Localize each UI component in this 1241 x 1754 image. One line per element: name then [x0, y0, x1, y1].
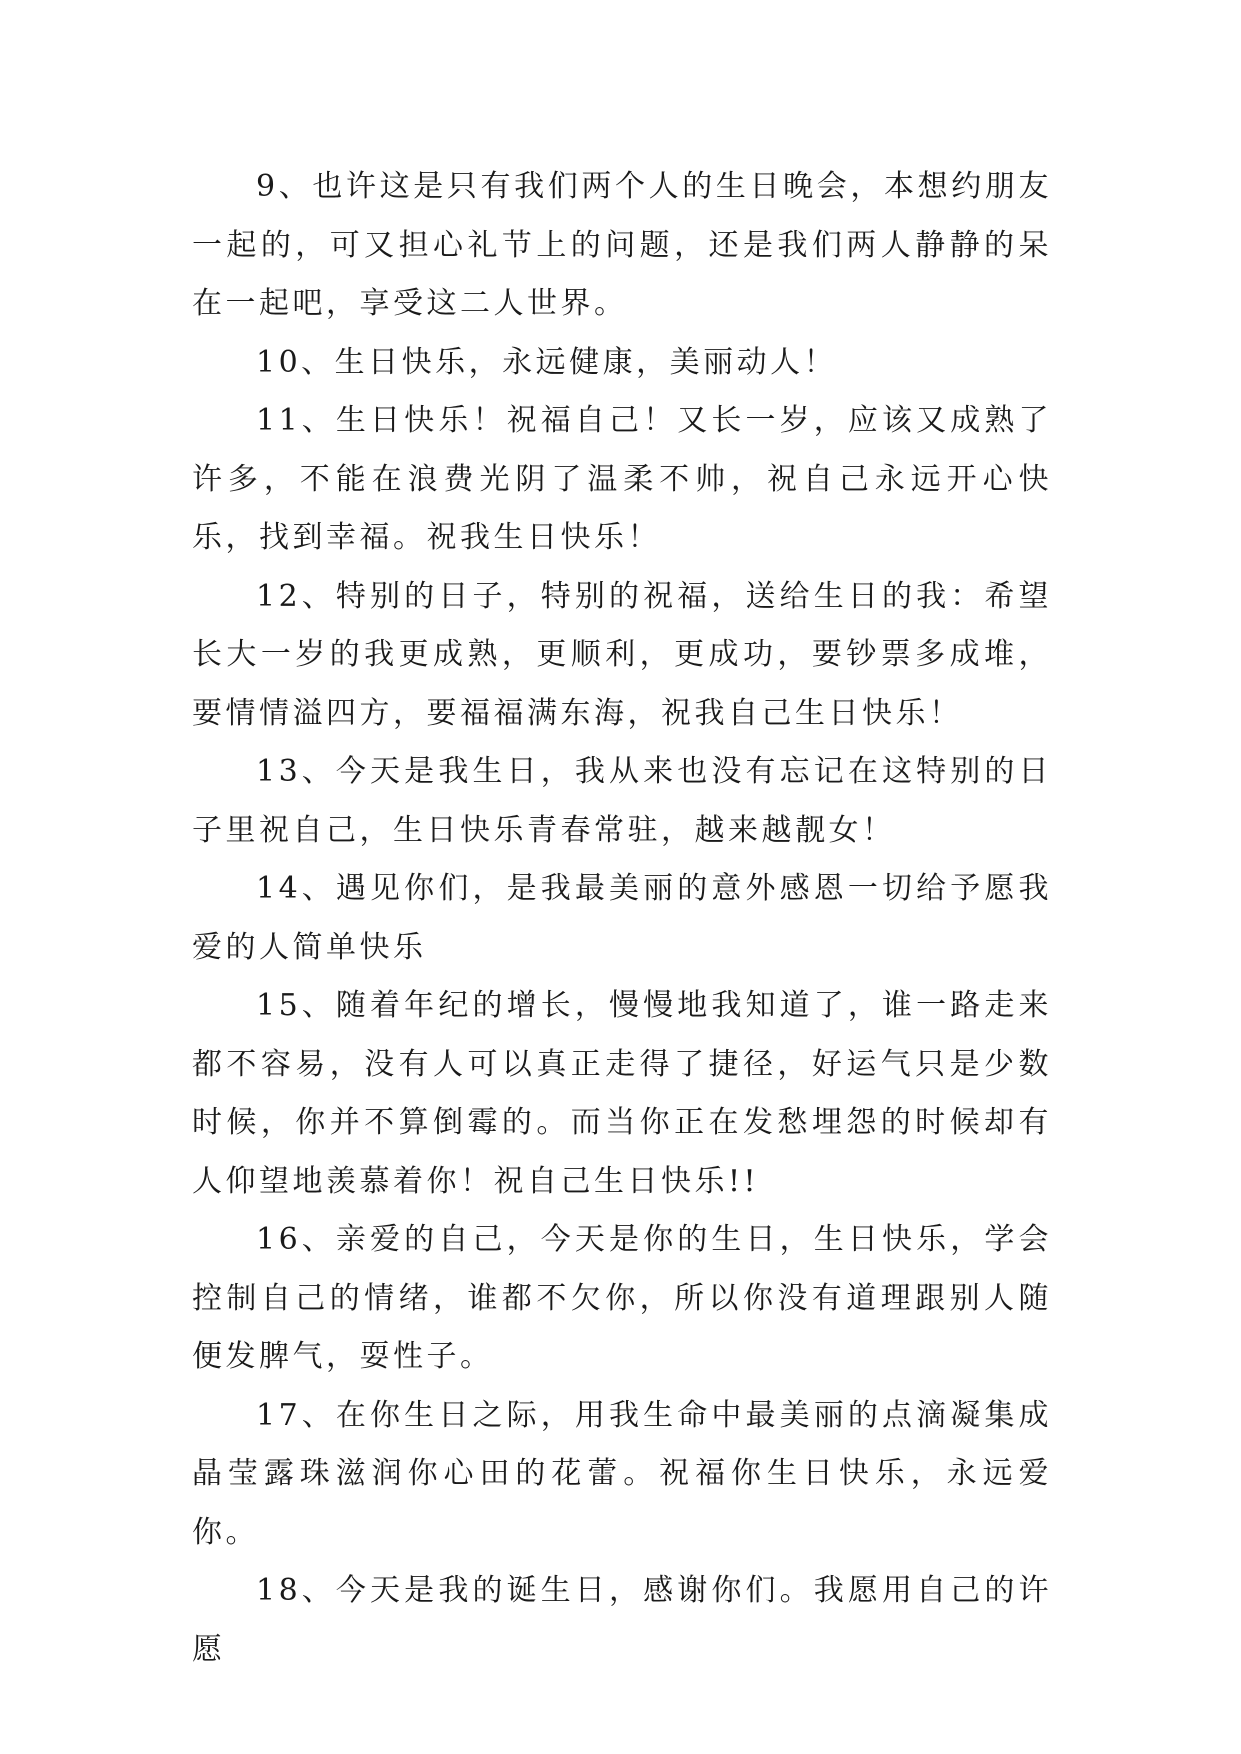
paragraph-11: 11、生日快乐！祝福自己！又长一岁，应该又成熟了许多，不能在浪费光阴了温柔不帅，祝自己永远开心快乐，找到幸福。祝我生日快乐！: [192, 403, 1052, 555]
paragraph-17: 17、在你生日之际，用我生命中最美丽的点滴凝集成晶莹露珠滋润你心田的花蕾。祝福你生日快乐，永远爱你。: [192, 1397, 1052, 1550]
paragraph-14: 14、遇见你们，是我最美丽的意外感恩一切给予愿我爱的人简单快乐: [192, 871, 1052, 965]
paragraph-10: 10、生日快乐，永远健康，美丽动人！: [256, 344, 838, 380]
paragraph-13: 13、今天是我生日，我从来也没有忘记在这特别的日子里祝自己，生日快乐青春常驻，越来越靓女！: [192, 754, 1052, 848]
paragraph-16: 16、亲爱的自己，今天是你的生日，生日快乐，学会控制自己的情绪，谁都不欠你，所以你没有道理跟别人随便发脾气，耍性子。: [192, 1222, 1052, 1374]
paragraph-9: 9、也许这是只有我们两个人的生日晚会，本想约朋友一起的，可又担心礼节上的问题，还是我们两人静静的呆在一起吧，享受这二人世界。: [192, 169, 1052, 321]
paragraph-18: 18、今天是我的诞生日，感谢你们。我愿用自己的许愿: [192, 1573, 1052, 1667]
paragraph-15: 15、随着年纪的增长，慢慢地我知道了，谁一路走来都不容易，没有人可以真正走得了捷径，好运气只是少数时候，你并不算倒霉的。而当你正在发愁埋怨的时候却有人仰望地羡慕着你！祝自己生日快乐!!: [192, 988, 1052, 1199]
document-body: [192, 158, 1052, 1679]
paragraph-12: 12、特别的日子，特别的祝福，送给生日的我：希望长大一岁的我更成熟，更顺利，更成功，要钞票多成堆，要情情溢四方，要福福满东海，祝我自己生日快乐！: [192, 578, 1052, 731]
